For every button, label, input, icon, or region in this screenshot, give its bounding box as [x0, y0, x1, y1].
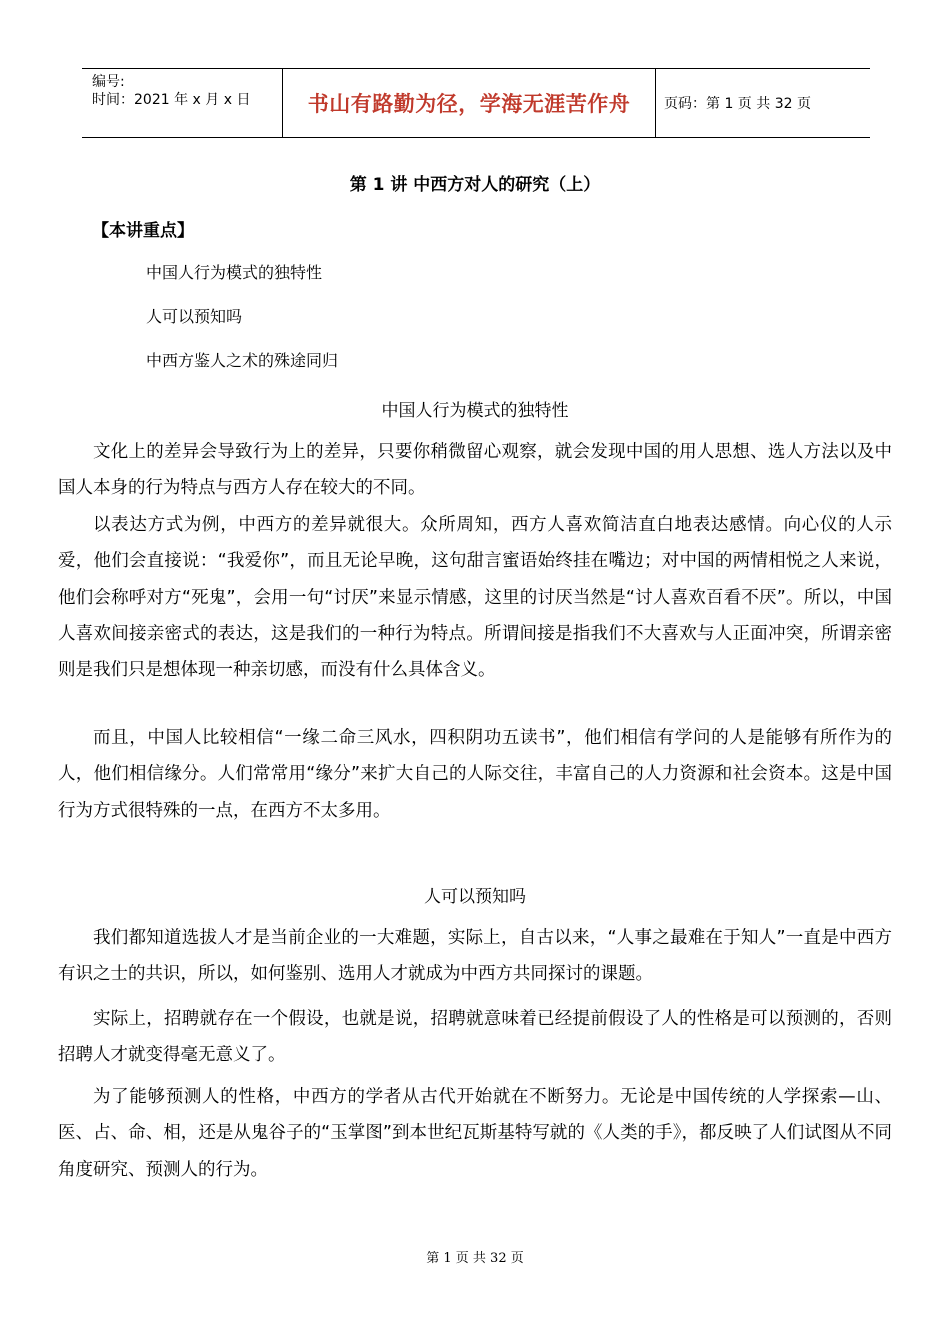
focus-point: 中西方鉴人之术的殊途同归	[146, 351, 339, 370]
focus-point: 中国人行为模式的独特性	[146, 263, 323, 282]
paragraph: 我们都知道选拔人才是当前企业的一大难题，实际上，自古以来，“人事之最难在于知人”一直是中西方有识之士的共识，所以，如何鉴别、选用人才就成为中西方共同探讨的课题。	[58, 928, 892, 985]
header-page-info: 页码：第 1 页 共 32 页	[664, 96, 811, 112]
header-motto-cell	[282, 69, 656, 137]
code-label: 编号:	[92, 74, 125, 90]
section-heading: 中国人行为模式的独特性	[381, 401, 569, 421]
page-header	[82, 68, 870, 138]
paragraph: 文化上的差异会导致行为上的差异，只要你稍微留心观察，就会发现中国的用人思想、选人方法以及中国人本身的行为特点与西方人存在较大的不同。	[58, 442, 892, 499]
page-footer: 第 1 页 共 32 页	[426, 1251, 524, 1266]
focus-point: 人可以预知吗	[146, 307, 243, 326]
section-heading: 人可以预知吗	[424, 887, 526, 907]
paragraph: 实际上，招聘就存在一个假设，也就是说，招聘就意味着已经提前假设了人的性格是可以预测的，否则招聘人才就变得毫无意义了。	[58, 1009, 892, 1066]
paragraph: 而且，中国人比较相信“一缘二命三风水，四积阴功五读书”，他们相信有学问的人是能够有所作为的人，他们相信缘分。人们常常用“缘分”来扩大自己的人际交往，丰富自己的人力资源和社会资本。这是中国行为方式很特殊的一点，在西方不太多用。	[58, 728, 892, 821]
header-meta	[82, 69, 282, 137]
motto: 书山有路勤为径，学海无涯苦作舟	[307, 92, 631, 116]
paragraph: 为了能够预测人的性格，中西方的学者从古代开始就在不断努力。无论是中国传统的人学探索—山、医、占、命、相，还是从鬼谷子的“玉掌图”到本世纪瓦斯基特写就的《人类的手》，都反映了人们试图从不同角度研究、预测人的行为。	[58, 1087, 892, 1180]
paragraph: 以表达方式为例，中西方的差异就很大。众所周知，西方人喜欢简洁直白地表达感情。向心仪的人示爱，他们会直接说：“我爱你”，而且无论早晚，这句甜言蜜语始终挂在嘴边；对中国的两情相悦之人来说，他们会称呼对方“死鬼”，会用一句“讨厌”来显示情感，这里的讨厌当然是“讨人喜欢百看不厌”。所以，中国人喜欢间接亲密式的表达，这是我们的一种行为特点。所谓间接是指我们不大喜欢与人正面冲突，所谓亲密则是我们只是想体现一种亲切感，而没有什么具体含义。	[58, 515, 892, 681]
time-label: 时间：2021 年 x 月 x 日	[92, 92, 251, 108]
lecture-title: 第 1 讲 中西方对人的研究（上）	[349, 175, 601, 195]
focus-heading: 【本讲重点】	[92, 221, 194, 241]
